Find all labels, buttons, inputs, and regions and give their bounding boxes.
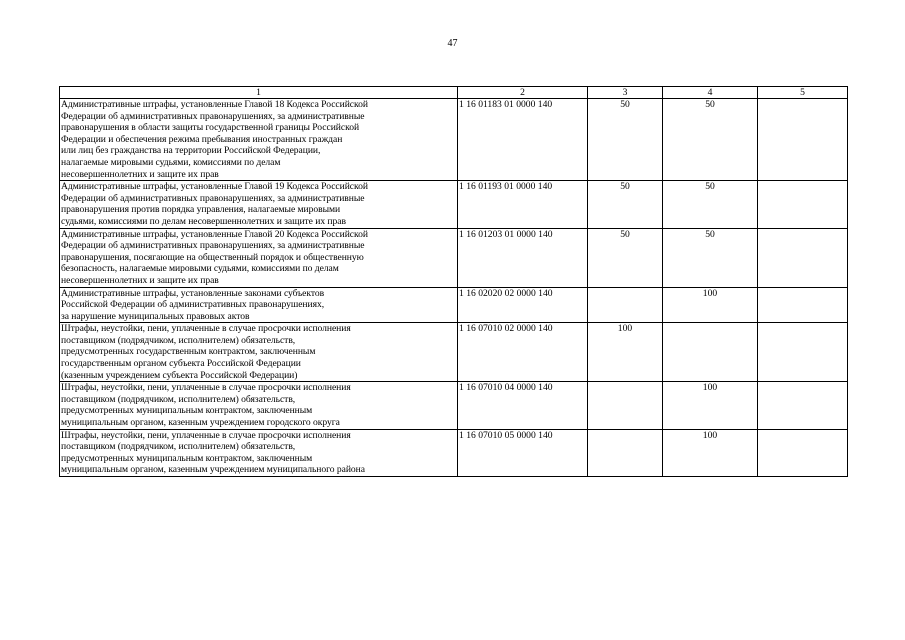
table-row — [60, 181, 848, 228]
row-col4: 100 — [663, 429, 758, 476]
row-col5 — [758, 228, 848, 287]
row-col3: 50 — [588, 181, 663, 228]
row-code: 1 16 01183 01 0000 140 — [458, 99, 588, 181]
table-row — [60, 323, 848, 382]
row-description: Штрафы, неустойки, пени, уплаченные в случае просрочки исполнения поставщиком (подрядчиком, исполнителем) обязательств, предусмотренных муниципальным контрактом, заключенным муниципальным органом, казенным учреждением городского округа — [60, 382, 458, 429]
table-header-row — [60, 87, 848, 99]
row-description: Административные штрафы, установленные Главой 18 Кодекса Российской Федерации об административных правонарушениях, за административные правонарушения в области защиты государственной границы Российской Федерации и обеспечения режима пребывания иностранных граждан или лиц без гражданства на территории Российской Федерации, налагаемые мировыми судьями, комиссиями по делам несовершеннолетних и защите их прав — [60, 99, 458, 181]
row-col3: 50 — [588, 228, 663, 287]
column-header-2: 2 — [458, 87, 588, 99]
table-row — [60, 287, 848, 323]
row-col5 — [758, 382, 848, 429]
row-col3 — [588, 382, 663, 429]
row-col4: 50 — [663, 181, 758, 228]
row-col5 — [758, 99, 848, 181]
row-col3 — [588, 429, 663, 476]
row-col4: 50 — [663, 228, 758, 287]
row-code: 1 16 07010 05 0000 140 — [458, 429, 588, 476]
row-description: Штрафы, неустойки, пени, уплаченные в случае просрочки исполнения поставщиком (подрядчиком, исполнителем) обязательств, предусмотренных государственным контрактом, заключенным государственным органом субъекта Российской Федерации (казенным учреждением субъекта Российской Федерации) — [60, 323, 458, 382]
row-col5 — [758, 429, 848, 476]
column-header-5: 5 — [758, 87, 848, 99]
row-description: Административные штрафы, установленные Главой 19 Кодекса Российской Федерации об административных правонарушениях, за административные правонарушения против порядка управления, налагаемые мировыми судьями, комиссиями по делам несовершеннолетних и защите их прав — [60, 181, 458, 228]
table-row — [60, 429, 848, 476]
row-description: Административные штрафы, установленные законами субъектов Российской Федерации об административных правонарушениях, за нарушение муниципальных правовых актов — [60, 287, 458, 323]
column-header-4: 4 — [663, 87, 758, 99]
row-col3: 50 — [588, 99, 663, 181]
row-description: Административные штрафы, установленные Главой 20 Кодекса Российской Федерации об административных правонарушениях, за административные правонарушения, посягающие на общественный порядок и общественную безопасность, налагаемые мировыми судьями, комиссиями по делам несовершеннолетних и защите их прав — [60, 228, 458, 287]
row-col5 — [758, 181, 848, 228]
row-col5 — [758, 323, 848, 382]
revenue-table — [59, 86, 848, 477]
table-row — [60, 99, 848, 181]
page-number: 47 — [447, 38, 458, 49]
row-col5 — [758, 287, 848, 323]
row-col4: 100 — [663, 287, 758, 323]
column-header-1: 1 — [60, 87, 458, 99]
row-code: 1 16 01193 01 0000 140 — [458, 181, 588, 228]
row-code: 1 16 02020 02 0000 140 — [458, 287, 588, 323]
row-col3 — [588, 287, 663, 323]
table-row — [60, 382, 848, 429]
table-row — [60, 228, 848, 287]
row-col4 — [663, 323, 758, 382]
row-col4: 100 — [663, 382, 758, 429]
row-description: Штрафы, неустойки, пени, уплаченные в случае просрочки исполнения поставщиком (подрядчиком, исполнителем) обязательств, предусмотренных муниципальным контрактом, заключенным муниципальным органом, казенным учреждением муниципального района — [60, 429, 458, 476]
row-code: 1 16 07010 02 0000 140 — [458, 323, 588, 382]
row-code: 1 16 01203 01 0000 140 — [458, 228, 588, 287]
row-code: 1 16 07010 04 0000 140 — [458, 382, 588, 429]
row-col3: 100 — [588, 323, 663, 382]
column-header-3: 3 — [588, 87, 663, 99]
row-col4: 50 — [663, 99, 758, 181]
